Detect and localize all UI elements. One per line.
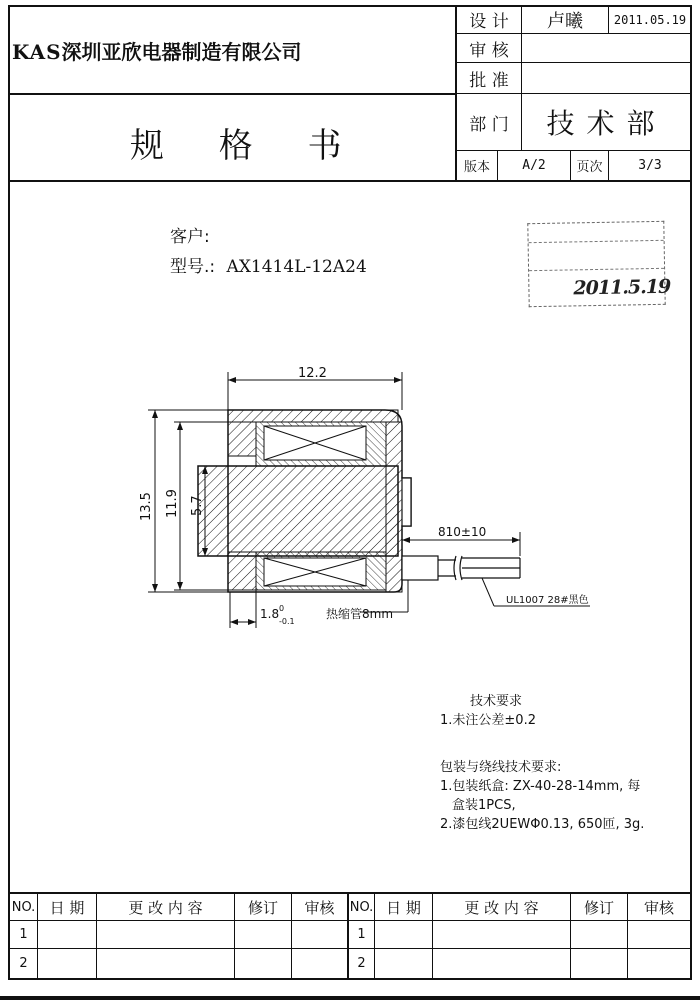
- dim-outer-dia: 13.5: [139, 492, 154, 521]
- tech-title: 技术要求: [470, 694, 523, 709]
- dim-flange-sup: 0: [279, 604, 285, 613]
- coil-bottom: [264, 558, 366, 586]
- dim-inner-dia: 5.7: [190, 495, 205, 516]
- rev-row-2-no-2: 2: [357, 956, 366, 971]
- lead-wire: [402, 556, 520, 580]
- label-design: 设 计: [469, 12, 509, 32]
- department-value: 技术部: [546, 107, 667, 140]
- dim-length: 12.2: [298, 366, 327, 381]
- rev-row-1-no: 1: [19, 927, 28, 942]
- customer-label: 客户:: [170, 227, 210, 247]
- rev-header-check: 审核: [304, 898, 335, 917]
- rev-row-2-no: 2: [19, 956, 28, 971]
- stamp-date: 2011.5.19: [573, 275, 671, 300]
- flange-top: [228, 422, 256, 456]
- dim-lead-length: 810±10: [438, 525, 487, 539]
- company-logo: KAS: [12, 40, 62, 64]
- dim-wire: UL1007 28#黑色: [506, 595, 589, 606]
- rev-header-revise: 修订: [247, 898, 278, 917]
- label-department: 部 门: [469, 114, 509, 135]
- dim-flange-sub: -0.1: [279, 617, 295, 626]
- pack-item-2: 2.漆包线2UEWΦ0.13, 650匝, 3g.: [440, 817, 645, 832]
- rev-header-date-2: 日 期: [386, 898, 421, 917]
- label-review: 审 核: [469, 40, 509, 61]
- plunger: [198, 466, 398, 556]
- tech-requirements: [440, 692, 680, 730]
- rev-header-content: 更 改 内 容: [128, 898, 203, 917]
- flange-bottom: [228, 552, 256, 590]
- doc-title: 规 格 书: [130, 126, 364, 166]
- pack-title: 包装与绕线技术要求:: [440, 760, 562, 775]
- designer-name: 卢曦: [547, 10, 583, 32]
- shell-top: [228, 410, 398, 422]
- page-value: 3/3: [638, 158, 662, 173]
- end-cap: [402, 478, 411, 526]
- model-value: AX1414L-12A24: [226, 257, 367, 277]
- version-value: A/2: [522, 158, 546, 173]
- rev-header-no-2: NO.: [349, 899, 374, 915]
- company-title: 深圳亚欣电器制造有限公司: [61, 40, 302, 64]
- dim-flange-base: 1.8: [260, 607, 280, 621]
- label-version: 版本: [463, 160, 490, 175]
- rev-header-content-2: 更 改 内 容: [464, 898, 539, 917]
- dim-mid-dia: 11.9: [165, 489, 180, 518]
- coil-top: [264, 426, 366, 460]
- tech-item-1: 1.未注公差±0.2: [440, 713, 536, 728]
- dim-sleeve: 热缩管8mm: [326, 607, 394, 621]
- label-approve: 批 准: [469, 70, 509, 91]
- rev-header-date: 日 期: [49, 898, 85, 917]
- rev-header-no: NO.: [11, 899, 36, 915]
- rev-row-1-no-2: 1: [357, 927, 366, 942]
- rev-header-revise-2: 修订: [583, 898, 614, 917]
- pack-item-1b: 盒装1PCS,: [452, 798, 516, 813]
- label-page: 页次: [576, 160, 603, 175]
- model-label: 型号.:: [170, 257, 216, 277]
- design-date: 2011.05.19: [613, 12, 687, 27]
- packing-requirements: [440, 758, 685, 834]
- pack-item-1: 1.包装纸盒: ZX-40-28-14mm, 每: [440, 779, 641, 794]
- rev-header-check-2: 审核: [643, 898, 674, 917]
